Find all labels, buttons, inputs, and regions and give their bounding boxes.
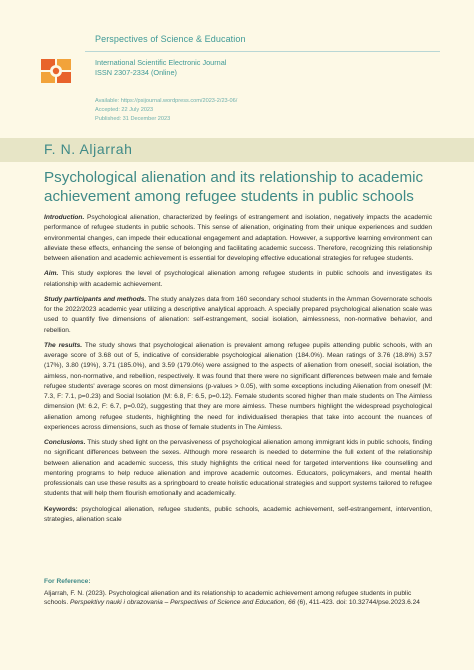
accepted-date: Accepted: 22 July 2023 xyxy=(95,106,154,113)
published-date: Published: 31 December 2023 xyxy=(95,115,171,122)
citation-authors-title: Aljarrah, F. N. (2023). Psychological alienation and its relationship to academic achievement among refugee students in public schools. xyxy=(44,589,412,607)
publication-info xyxy=(95,97,237,123)
abstract-results xyxy=(44,341,432,433)
results-text: The study shows that psychological alienation is prevalent among refugee pupils attending public schools, with an average score of 3.68 out of 5, indicative of considerable psychological alienation (184.0%). Mean ratings of 3.76 (18.8%) 3.57 (17%), 3.80 (19%), 3.71 (185.0%), and 3.59 (179.0%) were assigned to the aspects of alienation from oneself, social isolation, the aimless, non-normative, and rebellion, respectively. It was found that there were no significant differences between male and female refugee students' average scores on most dimensions (p-values > 0.05), with some exceptions including Alienation from oneself (M: 7.3, F: 7.1, p=0.23) and Social Isolation (M: 6.8, F: 6.5, p=0.12). Female students scored higher than male students on The Aimless dimension (M: 6.2, F: 6.7, p=0.02), suggesting that they are more aimless. These numbers highlight the widespread psychological alienation among refugee students, highlighting the need for individualised therapies that take into account the nuances of experiences across dimensions, such as those of female students in The Aimless. xyxy=(44,341,432,431)
reference-citation xyxy=(44,589,432,608)
aim-heading: Aim. xyxy=(44,270,59,278)
results-heading: The results. xyxy=(44,341,83,349)
article-title: Psychological alienation and its relationship to academic achievement among refugee students in public schools xyxy=(44,169,424,205)
journal-name: Perspectives of Science & Education xyxy=(95,34,246,44)
methods-text: The study analyzes data from 160 secondary school students in the Amman Governorate schools for the 2022/2023 academic year utilizing a descriptive analytical approach. A specially prepared psychological alienation scale was used to quantify five dimensions of alienation: self-estrangement, social isolation, aimlessness, non-normative behavior, and rebellion. xyxy=(44,295,432,334)
reference-heading: For Reference: xyxy=(44,578,91,585)
methods-heading: Study participants and methods. xyxy=(44,295,147,303)
abstract-methods xyxy=(44,295,432,336)
citation-volume-doi: (6), 411-423. doi: 10.32744/pse.2023.6.24 xyxy=(295,599,420,607)
introduction-text: Psychological alienation, characterized by feelings of estrangement and isolation, negatively impacts the academic performance of refugee students in public schools. This sense of alienation, originating from their unique experiences and sudden environmental changes, can impede their educational engagement and adaptation. However, a supportive learning environment can alleviate these effects, enhancing the sense of belonging and facilitating academic success. Therefore, recognizing this relationship between alienation and academic achievement is essential for developing effective educational strategies for refugee students. xyxy=(44,214,432,262)
keywords-text: psychological alienation, refugee students, public schools, academic achievement, self-estrangement, intervention, strategies, alienation scale xyxy=(44,505,432,523)
aim-text: This study explores the level of psychological alienation among refugee students in public schools and investigates its relationship with academic achievement. xyxy=(44,270,432,288)
author-name: F. N. Aljarrah xyxy=(44,141,133,157)
issn: ISSN 2307-2334 (Online) xyxy=(95,68,177,77)
introduction-heading: Introduction. xyxy=(44,214,85,221)
keywords-heading: Keywords: xyxy=(44,505,78,513)
journal-logo-icon xyxy=(40,57,72,85)
conclusions-text: This study shed light on the pervasiveness of psychological alienation among immigrant kids in public schools, finding no significant differences between the sexes. Although more research is needed to determine the full extent of the relationship between alienation and academic success, this study highlights the critical need for targeted interventions like counselling and mentoring programs to help reduce alienation and improve academic outcomes. Educators, policymakers, and mental health professionals can use these results as a springboard to create holistic educational strategies and support systems tailored to refugee students that will help them flourish emotionally and academically. xyxy=(44,439,432,498)
available-link[interactable]: Available: https://psijournal.wordpress.com/2023-2/23-06/ xyxy=(95,98,238,104)
journal-type: International Scientific Electronic Journal xyxy=(95,58,227,67)
abstract-introduction xyxy=(44,213,432,264)
reference-block xyxy=(44,577,432,608)
abstract xyxy=(44,213,432,530)
abstract-conclusions xyxy=(44,438,432,500)
abstract-aim xyxy=(44,269,432,290)
citation-journal: Perspektivy nauki i obrazovania – Perspectives of Science and Education, 66 xyxy=(70,599,296,607)
conclusions-heading: Conclusions. xyxy=(44,439,86,446)
journal-type-block xyxy=(95,58,226,78)
abstract-keywords xyxy=(44,505,432,526)
header-divider xyxy=(85,51,440,52)
